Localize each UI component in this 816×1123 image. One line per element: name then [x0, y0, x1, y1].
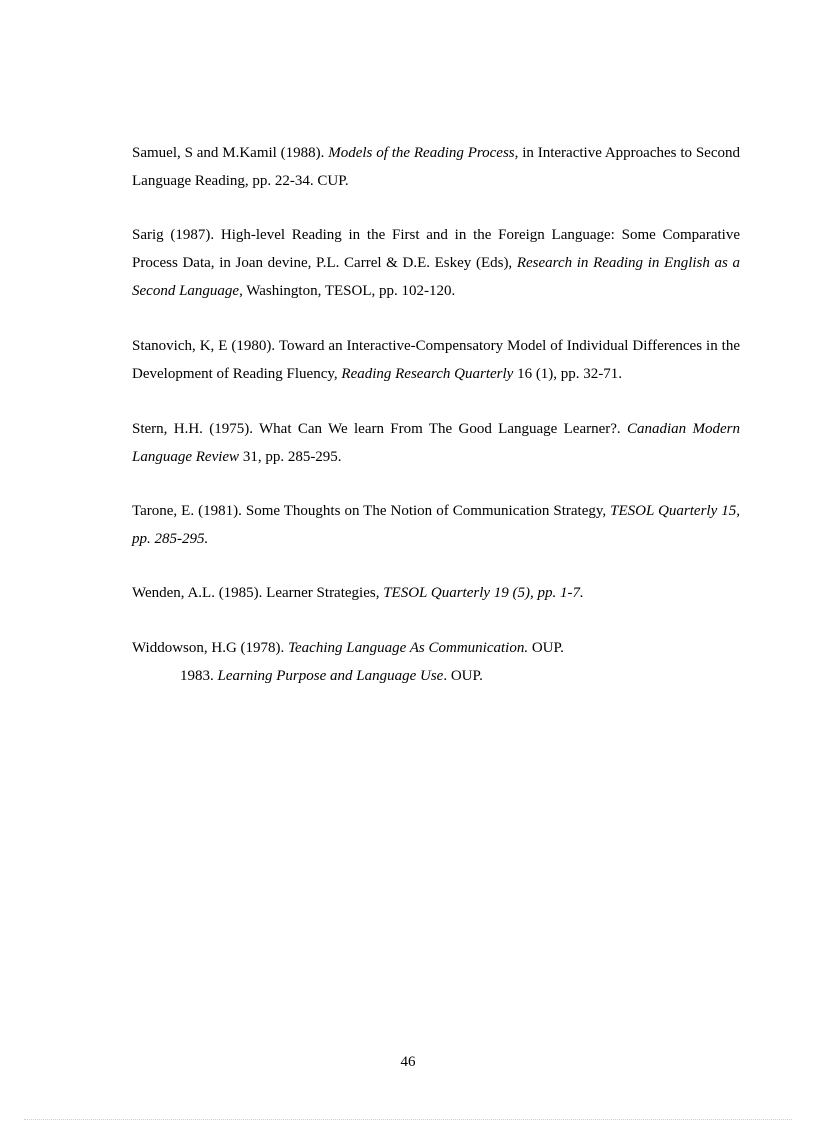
- reference-title: Research in Reading in English as a Second Language,: [132, 255, 741, 299]
- reference-title: Learning Purpose and Language Use: [217, 668, 444, 684]
- reference-year: 1983.: [180, 668, 218, 684]
- reference-text: OUP.: [528, 640, 564, 656]
- reference-text: Tarone, E. (1981). Some Thoughts on The Notion of Communication Strategy,: [132, 503, 611, 519]
- reference-entry-widdowson: [132, 634, 740, 690]
- reference-entry-sarig: [132, 221, 740, 305]
- reference-entry-stanovich: [132, 332, 740, 388]
- reference-title: Reading Research Quarterly: [341, 366, 514, 382]
- reference-title: Models of the Reading Process,: [328, 145, 519, 161]
- reference-entry-stern: [132, 415, 740, 471]
- reference-title: Canadian Modern Language Review: [132, 421, 740, 465]
- reference-entry-samuel: [132, 139, 740, 195]
- reference-list: [132, 139, 740, 716]
- reference-text: . OUP.: [443, 668, 483, 684]
- reference-text: Washington, TESOL, pp. 102-120.: [242, 283, 456, 299]
- reference-title: TESOL Quarterly 19 (5), pp. 1-7.: [383, 585, 584, 601]
- page-bottom-rule: [24, 1119, 792, 1120]
- reference-text: 31, pp. 285-295.: [239, 449, 342, 465]
- reference-text: Stanovich, K, E (1980). Toward an Interactive-Compensatory Model of Individual Differences in the Development of Reading Fluency,: [132, 338, 740, 382]
- reference-text: 16 (1), pp. 32-71.: [513, 366, 623, 382]
- reference-continuation: [132, 662, 740, 690]
- reference-text: Samuel, S and M.Kamil (1988).: [132, 145, 329, 161]
- reference-text: Wenden, A.L. (1985). Learner Strategies,: [132, 585, 384, 601]
- reference-text: Widdowson, H.G (1978).: [132, 640, 289, 656]
- reference-text: Sarig (1987). High-level Reading in the First and in the Foreign Language: Some Comparative Process Data, in Joan devine, P.L. Carrel & D.E. Eskey (Eds),: [132, 227, 740, 271]
- reference-title: Teaching Language As Communication.: [288, 640, 529, 656]
- reference-text: in Interactive Approaches to Second Language Reading, pp. 22-34. CUP.: [132, 145, 740, 189]
- reference-title: TESOL Quarterly 15, pp. 285-295.: [132, 503, 740, 547]
- reference-text: Stern, H.H. (1975). What Can We learn From The Good Language Learner?.: [132, 421, 627, 437]
- page-number: 46: [400, 1054, 416, 1070]
- reference-entry-tarone: [132, 497, 740, 553]
- reference-entry-wenden: [132, 579, 740, 607]
